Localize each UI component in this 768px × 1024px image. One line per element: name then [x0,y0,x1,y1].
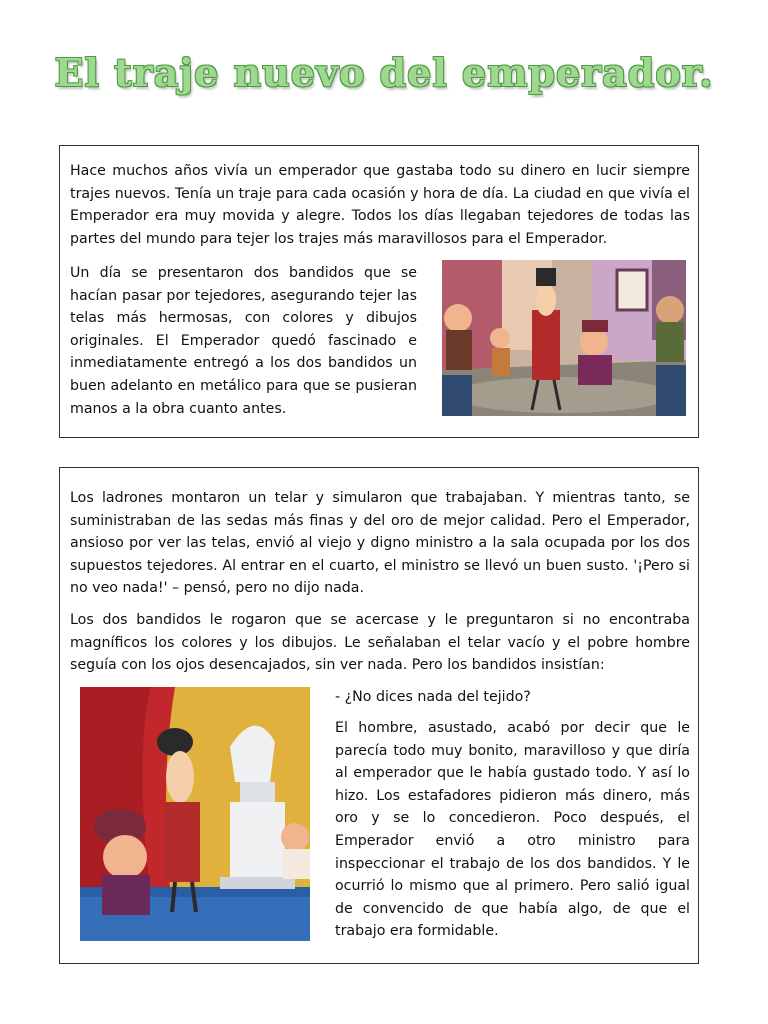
emperador-bandidos-illustration [442,260,686,416]
story-section-1 [59,145,699,438]
page-title: El traje nuevo del emperador. [54,50,714,95]
section1-paragraph-2: Un día se presentaron dos bandidos que se hacían pasar por tejedores, asegurando tejer las telas más hermosas, con colores y dibujos originales. El Emperador quedó fascinado e inmediatamente entregó a los dos bandidos un buen adelanto en metálico para que se pusieran manos a la obra cuanto antes. [70,265,417,417]
section2-paragraph-2: Los dos bandidos le rogaron que se acercase y le preguntaron si no encontraba magníficos los colores y los dibujos. Le señalaban el telar vacío y el pobre hombre seguía con los ojos desencajados, sin ver nada. Pero los bandidos insistían: [70,612,690,674]
section2-paragraph-1: Los ladrones montaron un telar y simularon que trabajaban. Y mientras tanto, se suministraban de las sedas más finas y del oro de mejor calidad. Pero el Emperador, ansioso por ver las telas, envió al viejo y digno ministro a la sala ocupada por los dos supuestos tejedores. Al entrar en el cuarto, el ministro se llevó un buen susto. '¡Pero si no veo nada!' – pensó, pero no dijo nada. [70,490,690,597]
section2-paragraph-3: El hombre, asustado, acabó por decir que le parecía todo muy bonito, maravilloso y que diría al emperador que le había gustado todo. Y así lo hizo. Los estafadores pidieron más dinero, más oro y se lo concedieron. Poco después, el Emperador envió a otro ministro para inspeccionar el trabajo de los dos bandidos. Y le ocurrió lo mismo que al primero. Pero salió igual de convencido de que había algo, de que el trabajo era formidable. [335,720,690,940]
ministro-telar-illustration [80,687,310,941]
story-section-2 [59,467,699,964]
section1-paragraph-1: Hace muchos años vivía un emperador que gastaba todo su dinero en lucir siempre trajes nuevos. Tenía un traje para cada ocasión y hora de día. La ciudad en que vivía el Emperador era muy movida y alegre. Todos los días llegaban tejedores de todas las partes del mundo para tejer los trajes más maravillosos para el Emperador. [70,163,690,247]
section2-dialogue: - ¿No dices nada del tejido? [335,689,531,705]
